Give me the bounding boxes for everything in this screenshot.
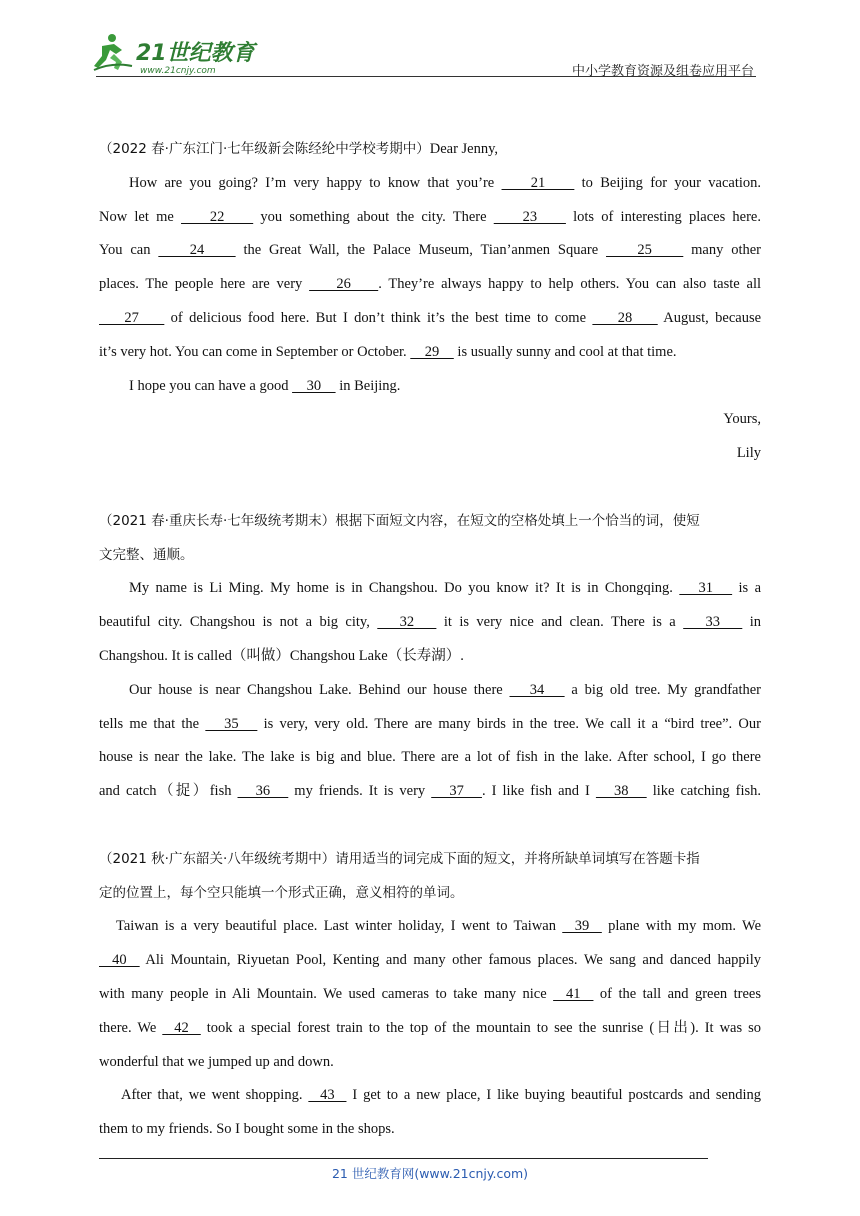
blank-43[interactable]: 43 (308, 1087, 347, 1104)
text: of delicious food here. But I don’t think it’s the best time to come (164, 309, 593, 326)
paragraph-line (99, 1079, 761, 1113)
blank-30[interactable]: 30 (292, 377, 336, 394)
paragraph-line: Changshou. It is called（叫做）Changshou Lake（长寿湖）. (99, 647, 464, 664)
paragraph-line (99, 133, 761, 167)
document-body (99, 133, 761, 1147)
text: took a special forest train to the top of the mountain to see the sunrise (日出). It was so (200, 1019, 761, 1036)
text: my friends. It is very (288, 783, 432, 800)
text: Ali Mountain, Riyuetan Pool, Kenting and many other famous places. We sang and danced happily (139, 952, 761, 969)
paragraph-line (99, 775, 761, 809)
text: like catching fish. (646, 783, 761, 800)
text: places. The people here are very (99, 276, 310, 293)
text: of the tall and green trees (593, 985, 761, 1002)
text: Now let me (99, 208, 182, 225)
passage-2 (99, 505, 761, 809)
blank-36[interactable]: 36 (237, 783, 289, 800)
svg-text:21世纪教育: 21世纪教育 (136, 41, 255, 66)
text: plane with my mom. We (601, 918, 761, 935)
paragraph-line (99, 336, 761, 370)
blank-34[interactable]: 34 (509, 681, 565, 698)
paragraph-line: house is near the lake. The lake is big and blue. There are a lot of fish in the lake. After school, I go there (99, 749, 761, 766)
text: the Great Wall, the Palace Museum, Tian’anmen Square (235, 242, 607, 259)
text: . I like fish and I (481, 783, 596, 800)
blank-21[interactable]: 21 (501, 174, 575, 191)
greeting: Dear Jenny, (429, 141, 499, 157)
blank-35[interactable]: 35 (205, 715, 258, 732)
paragraph-line (99, 167, 761, 201)
spacer (99, 471, 761, 505)
instruction-line: （2021 春·重庆长寿·七年级统考期末）根据下面短文内容，在短文的空格处填上一个恰当的词，使短 (99, 512, 700, 529)
passage-3 (99, 843, 761, 1147)
passage-1 (99, 133, 761, 471)
text: there. We (99, 1019, 163, 1036)
blank-41[interactable]: 41 (553, 985, 594, 1002)
logo-runner-icon (92, 32, 262, 78)
paragraph-line (99, 302, 761, 336)
blank-28[interactable]: 28 (592, 309, 658, 326)
spacer (99, 809, 761, 843)
text: I hope you can have a good (129, 377, 293, 394)
text: After that, we went shopping. (121, 1087, 309, 1104)
blank-38[interactable]: 38 (595, 783, 647, 800)
text: you something about the city. There (253, 208, 494, 225)
text: in (742, 614, 761, 631)
blank-25[interactable]: 25 (606, 242, 684, 259)
text: is a (732, 580, 761, 597)
svg-text:www.21cnjy.com: www.21cnjy.com (140, 66, 216, 76)
instruction-line: 定的位置上，每个空只能填一个形式正确，意义相符的单词。 (99, 884, 464, 901)
paragraph-line (99, 268, 761, 302)
text: Taiwan is a very beautiful place. Last winter holiday, I went to Taiwan (116, 918, 563, 935)
text: many other (683, 242, 761, 259)
signature: Lily (736, 445, 761, 462)
text: it is very nice and clean. There is a (436, 614, 684, 631)
text: lots of interesting places here. (565, 208, 761, 225)
paragraph-line: wonderful that we jumped up and down. (99, 1053, 334, 1070)
text: to Beijing for your vacation. (574, 174, 761, 191)
text: tells me that the (99, 715, 206, 732)
text: My name is Li Ming. My home is in Changshou. Do you know it? It is in Chongqing. (129, 580, 680, 597)
page-header (0, 0, 860, 80)
text: . They’re always happy to help others. You can also taste all (378, 276, 761, 293)
paragraph-line (99, 978, 761, 1012)
paragraph-line (99, 234, 761, 268)
paragraph-line (99, 606, 761, 640)
blank-39[interactable]: 39 (562, 918, 602, 935)
paragraph-line (99, 201, 761, 235)
text: I get to a new place, I like buying beautiful postcards and sending (346, 1087, 761, 1104)
blank-29[interactable]: 29 (410, 343, 454, 360)
text: is usually sunny and cool at that time. (453, 343, 677, 360)
text: it’s very hot. You can come in September or October. (99, 343, 411, 360)
header-platform-text: 中小学教育资源及组卷应用平台 (571, 64, 754, 79)
blank-26[interactable]: 26 (309, 276, 379, 293)
blank-22[interactable]: 22 (181, 208, 254, 225)
text: August, because (657, 309, 761, 326)
blank-23[interactable]: 23 (493, 208, 566, 225)
text: with many people in Ali Mountain. We used cameras to take many nice (99, 985, 554, 1002)
text: You can (99, 242, 159, 259)
blank-37[interactable]: 37 (431, 783, 482, 800)
instruction-line: （2021 秋·广东韶关·八年级统考期中）请用适当的词完成下面的短文，并将所缺单词填写在答题卡指 (99, 850, 700, 867)
paragraph-line (99, 370, 761, 404)
text: How are you going? I’m very happy to know that you’re (129, 174, 502, 191)
blank-33[interactable]: 33 (683, 614, 743, 631)
paragraph-line (99, 944, 761, 978)
text: in Beijing. (335, 377, 401, 394)
text: and catch（捉）fish (99, 783, 238, 800)
signoff: Yours, (723, 411, 761, 428)
blank-31[interactable]: 31 (679, 580, 733, 597)
footer-divider (99, 1158, 708, 1159)
text: Our house is near Changshou Lake. Behind our house there (129, 681, 510, 698)
question-source: （2022 春·广东江门·七年级新会陈经纶中学校考期中） (99, 141, 430, 157)
text: a big old tree. My grandfather (564, 681, 761, 698)
blank-24[interactable]: 24 (158, 242, 236, 259)
paragraph-line (99, 910, 761, 944)
footer-link[interactable]: 21 世纪教育网(www.21cnjy.com) (331, 1166, 529, 1181)
paragraph-line (99, 1012, 761, 1046)
instruction-line: 文完整、通顺。 (99, 546, 194, 563)
blank-42[interactable]: 42 (162, 1019, 201, 1036)
paragraph-line (99, 572, 761, 606)
paragraph-line (99, 674, 761, 708)
paragraph-line: them to my friends. So I bought some in the shops. (99, 1121, 395, 1138)
text: beautiful city. Changshou is not a big city, (99, 614, 378, 631)
paragraph-line (99, 708, 761, 742)
header-divider (96, 76, 756, 77)
blank-40[interactable]: 40 (99, 952, 140, 969)
text: is very, very old. There are many birds in the tree. We call it a “bird tree”. Our (257, 715, 761, 732)
blank-32[interactable]: 32 (377, 614, 437, 631)
blank-27[interactable]: 27 (99, 309, 165, 326)
site-logo (92, 32, 262, 78)
